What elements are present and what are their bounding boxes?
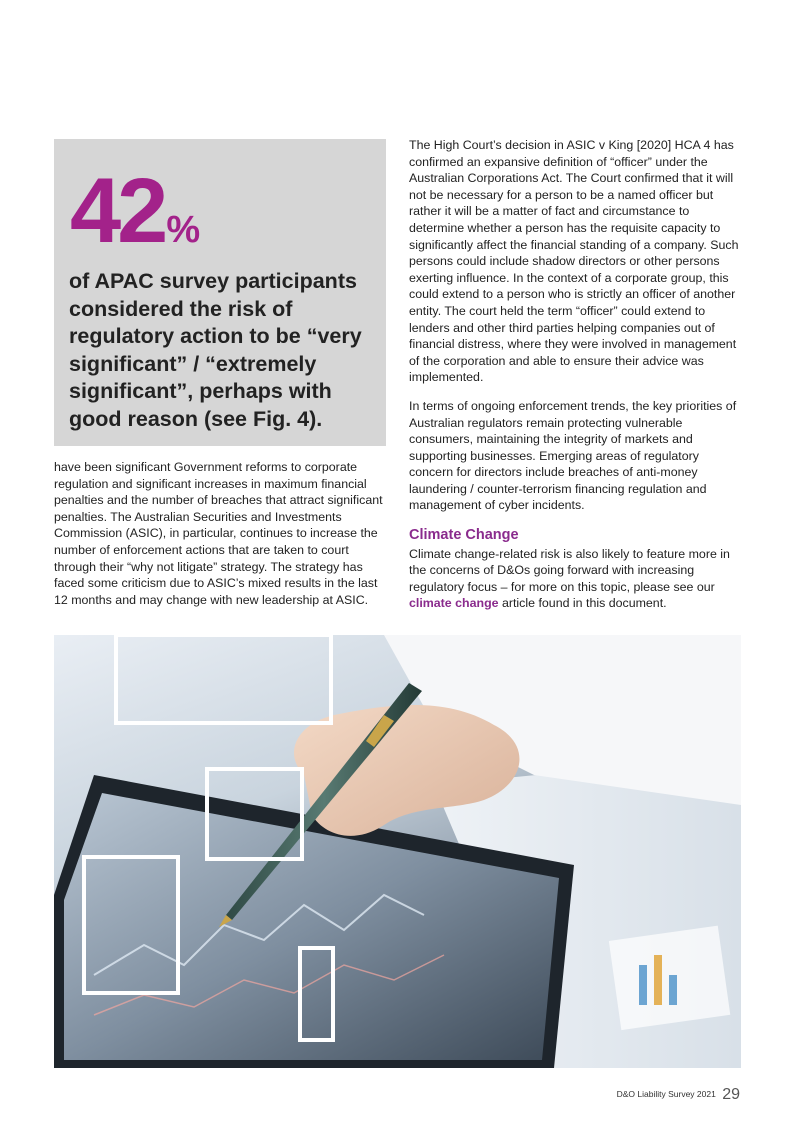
section-heading-climate-change: Climate Change (409, 527, 519, 544)
stat-description: of APAC survey participants considered the risk of regulatory action to be “very significant” / “extremely significant”, perhaps with good reason (see Fig. 4). (69, 269, 362, 431)
frame-top (116, 635, 331, 723)
paragraph-3-text-end: article found in this document. (498, 596, 667, 611)
stat-figure (70, 160, 201, 262)
stat-number: 42 (70, 160, 165, 262)
page-footer (617, 1086, 740, 1104)
left-column (54, 459, 384, 608)
hero-photo (54, 635, 741, 1068)
right-paragraph-2: In terms of ongoing enforcement trends, the key priorities of Australian regulators remain protecting vulnerable consumers, maintaining the integrity of markets and supporting businesses. Emerging areas of regulatory concern for directors include breaches of anti-money laundering / counter-terrorism financing regulation and management of cyber incidents. (409, 398, 737, 513)
page-number: 29 (722, 1086, 740, 1103)
paragraph-3-text-start: Climate change-related risk is also likely to feature more in the concerns of D&Os going forward with increasing regulatory focus – for more on this topic, please see our (409, 546, 730, 594)
photo-illustration (54, 635, 741, 1068)
left-paragraph: have been significant Government reforms to corporate regulation and significant increases in maximum financial penalties and the number of breaches that attract significant penalties. The Australian Securities and Investments Commission (ASIC), in particular, continues to increase the number of enforcement actions that are taken to court through their “why not litigate” strategy. The strategy has faced some criticism due to ASIC’s mixed results in the last 12 months and may change with new leadership at ASIC. (54, 460, 383, 607)
climate-change-link[interactable]: climate change (409, 596, 499, 611)
right-column (409, 137, 739, 624)
right-paragraph-1: The High Court’s decision in ASIC v King [2020] HCA 4 has confirmed an expansive definition of “officer” under the Australian Corporations Act. The Court confirmed that it will not be necessary for a person to be a named officer but rather it will be a matter of fact and circumstance to determine whether a person has the requisite capacity to significantly affect the financial standing of a company. Such persons could include shadow directors or other persons exerting influence. In the context of a corporate group, this could extend to a person who is strictly an officer of another entity. The court held the term “officer” could extend to lenders and other third parties helping companies out of financial distress, where they were involved in management of the corporation and able to ensure their advice was implemented. (409, 138, 739, 385)
stat-percent-sign: % (166, 209, 201, 251)
stat-callout (54, 139, 386, 446)
footer-publication: D&O Liability Survey 2021 (616, 1089, 716, 1099)
right-paragraph-3 (409, 546, 739, 612)
